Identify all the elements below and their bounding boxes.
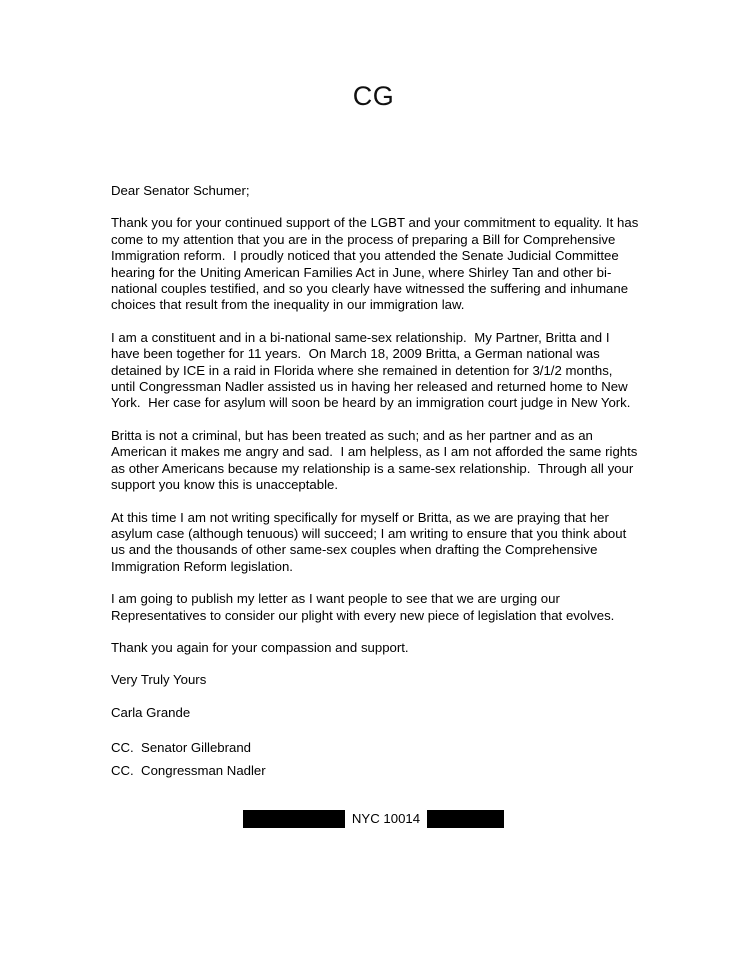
redaction-bar-contact xyxy=(427,810,504,828)
cc-group xyxy=(111,737,639,782)
body-paragraph-2: I am a constituent and in a bi-national same-sex relationship. My Partner, Britta and I have been together for 11 years. On March 18, 2009 Britta, a German national was detained by ICE in a raid in Florida where she remained in detention for 3/1/2 months, until Congressman Nadler assisted us in having her released and returned home to New York. Her case for asylum will soon be heard by an immigration court judge in New York. xyxy=(111,329,632,411)
cc-line-1: CC. Senator Gillebrand xyxy=(111,740,252,756)
body-paragraph-1: Thank you for your continued support of the LGBT and your commitment to equality. It has come to my attention that you are in the process of preparing a Bill for Comprehensive Immigration reform. I proudly noticed that you attended the Senate Judicial Committee hearing for the Uniting American Families Act in June, where Shirley Tan and other bi-national couples testified, and so you clearly have witnessed the suffering and inhumane choices that result from the inequality in our immigration law. xyxy=(111,215,643,313)
body-paragraph-6: Thank you again for your compassion and support. xyxy=(111,639,409,655)
footer-address-line xyxy=(0,810,747,828)
cc-line-2: CC. Congressman Nadler xyxy=(111,762,266,778)
letterhead-monogram: CG xyxy=(352,81,395,111)
footer-city-zip: NYC 10014 xyxy=(351,811,421,826)
body-paragraph-3: Britta is not a criminal, but has been treated as such; and as her partner and as an American it makes me angry and sad. I am helpless, as I am not afforded the same rights as other Americans because my relationship is a same-sex relationship. Through all your support you know this is unacceptable. xyxy=(111,427,642,493)
letter-body xyxy=(111,183,643,782)
closing-block xyxy=(111,672,639,721)
body-paragraph-5: I am going to publish my letter as I want people to see that we are urging our Representatives to consider our plight with every new piece of legislation that evolves. xyxy=(111,591,615,623)
redaction-bar-street xyxy=(243,810,345,828)
salutation: Dear Senator Schumer; xyxy=(111,183,250,198)
signature-name: Carla Grande xyxy=(111,704,191,720)
body-paragraph-4: At this time I am not writing specifically for myself or Britta, as we are praying that her asylum case (although tenuous) will succeed; I am writing to ensure that you think about us and the thousands of other same-sex couples when drafting the Comprehensive Immigration Reform legislation. xyxy=(111,509,631,574)
closing-salutation: Very Truly Yours xyxy=(111,672,207,688)
